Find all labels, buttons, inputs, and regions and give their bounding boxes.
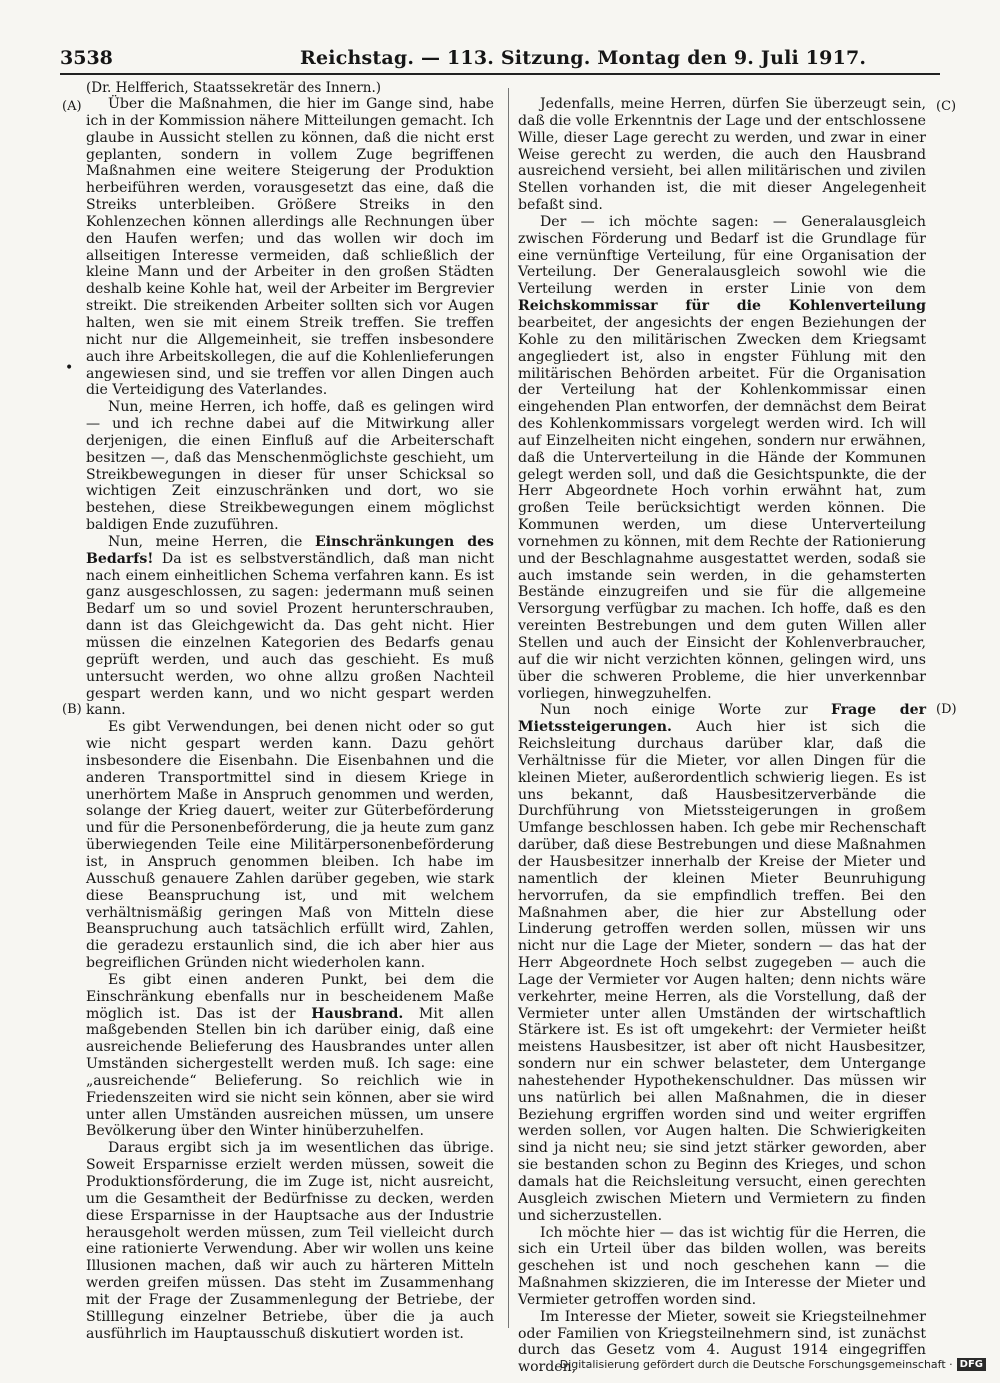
left-paragraph-1: Über die Maßnahmen, die hier im Gange sind, habe ich in der Kommission nähere Mitteilungen gemacht. Ich glaube in Aussicht stellen zu können, daß die nicht erst geplanten, sondern in vollem Zuge begriffenen Maßnahmen eine weitere Steigerung der Produktion herbeiführen werden, vorausgesetzt das eine, daß die Streiks unterbleiben. Größere Streiks in den Kohlenzechen können allerdings alle Rechnungen über den Haufen werfen; und das wollen wir doch im allseitigen Interesse vermeiden, daß schließlich der kleine Mann und der Arbeiter in den großen Städten deshalb keine Kohle hat, weil der Arbeiter im Bergrevier streikt. Die streikenden Arbeiter sollten sich vor Augen halten, wen sie mit einem Streik treffen. Sie treffen nicht nur die Allgemeinheit, sie treffen insbesondere auch ihre Arbeitskollegen, die auf die Kohlenlieferungen angewiesen sind, und sie treffen vor allen Dingen auch die Verteidigung des Vaterlandes. <box>86 96 494 399</box>
left-column <box>86 96 494 1342</box>
page-header <box>60 45 940 75</box>
running-head: Reichstag. — 113. Sitzung. Montag den 9. Juli 1917. <box>300 47 867 69</box>
heading-mietssteigerungen: Frage der Mietssteigerungen. <box>518 702 926 736</box>
left-paragraph-4: Es gibt Verwendungen, bei denen nicht oder so gut wie nicht gespart werden kann. Dazu gehört insbesondere die Eisenbahn. Die Eisenbahnen und die anderen Transportmittel sind in diesem Kriege in unerhörtem Maße in Anspruch genommen und werden, solange der Krieg dauert, weiter zur Güterbeförderung und für die Personenbeförderung, die ja heute zum ganz überwiegenden Teile eine Militärpersonenbeförderung ist, in Anspruch genommen bleiben. Ich habe im Ausschuß genauere Zahlen darüber gegeben, wie stark diese Beanspruchung ist, und mit welchem verhältnismäßig geringen Maß von Mitteln diese Beanspruchung auch tatsächlich erfüllt wird, Zahlen, die geradezu erstaunlich sind, die ich aber hier aus begreiflichen Gründen nicht wiederholen kann. <box>86 719 494 972</box>
right-paragraph-3-lead: Nun noch einige Worte zur <box>540 702 831 719</box>
left-paragraph-5-rest: Mit allen maßgebenden Stellen bin ich darüber einig, daß eine ausreichende Belieferung des Hausbrandes unter allen Umständen sichergestellt werden muß. Ich sage: eine „ausreichende“ Belieferung. So reichlich wie in Friedenszeiten wird sie nicht sein können, aber sie wird unter allen Umständen ausreichen müssen, um unsere Bevölkerung über den Winter hinüberzuhelfen. <box>86 1005 494 1140</box>
right-paragraph-2-rest: bearbeitet, der angesichts der engen Beziehungen der Kohle zu den militärischen Zwecken dem Kriegsamt angegliedert ist, also in engster Fühlung mit den militärischen Behörden arbeitet. Für die Organisation der Verteilung hat der Kohlenkommissar einen eingehenden Plan entworfen, der demnächst dem Beirat des Kohlenkommissars vorgelegt werden wird. Ich will auf Einzelheiten nicht eingehen, sondern nur erwähnen, daß die Unterverteilung in die Hände der Kommunen gelegt werden soll, und daß die Gesichtspunkte, die der Herr Abgeordnete Hoch vorhin erwähnt hat, zum großen Teile berücksichtigt werden können. Die Kommunen werden, um diese Unterverteilung vornehmen zu können, mit dem Rechte der Rationierung und der Beschlagnahme ausgestattet werden, sodaß sie auch imstande sein werden, in die gehamsterten Bestände einzugreifen und sie für die allgemeine Versorgung verfügbar zu machen. Ich hoffe, daß es den vereinten Bestrebungen und dem guten Willen aller Stellen und auch der Einsicht der Kohlenverbraucher, auf die wir nicht verzichten können, gelingen wird, uns über die schweren Probleme, die hier unverkennbar vorliegen, hinwegzuhelfen. <box>518 314 926 702</box>
right-paragraph-2-lead: Der — ich möchte sagen: — Generalausgleich zwischen Förderung und Bedarf ist die Grundlage für eine vernünftige Verteilung, für eine Organisation der Verteilung. Der Generalausgleich sowohl wie die Verteilung werden in erster Linie von dem <box>518 213 926 298</box>
left-paragraph-2: Nun, meine Herren, ich hoffe, daß es gelingen wird — und ich rechne dabei auf die Mitwirkung aller derjenigen, die einen Einfluß auf die Arbeiterschaft besitzen —, daß das Menschenmöglichste geschieht, um Streikbewegungen in dieser für unser Schicksal so wichtigen Zeit einzuschränken und dort, wo sie bestehen, diese Streikbewegungen einem möglichst baldigen Ende zuzuführen. <box>86 399 494 534</box>
margin-mark-c: (C) <box>936 99 957 114</box>
left-paragraph-6: Daraus ergibt sich ja im wesentlichen das übrige. Soweit Ersparnisse erzielt werden müssen, soweit die Produktionsförderung, die im Zuge ist, nicht ausreicht, um die Gesamtheit der Bedürfnisse zu decken, werden diese Ersparnisse in der Hauptsache aus der Industrie herausgeholt werden müssen, zum Teil vielleicht durch eine rationierte Verwendung. Aber wir wollen uns keine Illusionen machen, daß wir auch zu härteren Mitteln werden greifen müssen. Das steht im Zusammenhang mit der Frage der Zusammenlegung der Betriebe, der Stilllegung einzelner Betriebe, über die ja auch ausführlich im Hauptausschuß diskutiert worden ist. <box>86 1140 494 1342</box>
right-paragraph-3 <box>518 702 926 1224</box>
heading-einschraenkungen: Einschränkungen des Bedarfs! <box>86 533 494 567</box>
left-paragraph-3-lead: Nun, meine Herren, die <box>108 533 315 550</box>
left-paragraph-3-rest: Da ist es selbstverständlich, daß man nicht nach einem einheitlichen Schema verfahren kann. Es ist ganz ausgeschlossen, zu sagen: jedermann muß seinen Bedarf um so und soviel Prozent herunterschrauben, dann ist das Gleichgewicht da. Das geht nicht. Hier müssen die einzelnen Kategorien des Bedarfs genau geprüft werden, und auch das geschieht. Es muß untersucht werden, wo ohne allzu großen Nachteil gespart werden kann, und wo nicht gespart werden kann. <box>86 550 494 719</box>
heading-reichskommissar: Reichskommissar für die Kohlenverteilung <box>518 298 926 315</box>
margin-mark-b: (B) <box>62 702 82 717</box>
right-paragraph-2 <box>518 214 926 702</box>
left-paragraph-5 <box>86 972 494 1140</box>
page-number: 3538 <box>60 47 113 69</box>
margin-mark-a: (A) <box>62 99 82 114</box>
right-paragraph-5: Im Interesse der Mieter, soweit sie Kriegsteilnehmer oder Familien von Kriegsteilnehmern sind, ist zunächst durch das Gesetz vom 4. August 1914 eingegriffen worden, <box>518 1308 926 1376</box>
footer-credit <box>0 1358 986 1372</box>
right-paragraph-1: Jedenfalls, meine Herren, dürfen Sie überzeugt sein, daß die volle Erkenntnis der Lage und der entschlossene Wille, dieser Lage gerecht zu werden, und zwar in einer Weise gerecht zu werden, die auch den Hausbrand ausreichend versieht, bei allen militärischen und zivilen Stellen vorhanden ist, die mit dieser Angelegenheit befaßt sind. <box>518 96 926 214</box>
margin-dot: • <box>65 360 74 376</box>
right-paragraph-4: Ich möchte hier — das ist wichtig für die Herren, die sich ein Urteil über das bilden wollen, was bereits geschehen ist und noch geschehen kann — die Maßnahmen skizzieren, die im Interesse der Mieter und Vermieter getroffen worden sind. <box>518 1224 926 1308</box>
column-divider <box>508 88 509 1328</box>
footer-text: Digitalisierung gefördert durch die Deutsche Forschungsgemeinschaft · <box>559 1357 953 1371</box>
right-paragraph-3-rest: Auch hier ist sich die Reichsleitung durchaus darüber klar, daß die Verhältnisse für die Mieter, vor allen Dingen für die kleinen Mieter, außerordentlich schwierig liegen. Es ist uns bekannt, daß Hausbesitzerverbände die Durchführung von Mietssteigerungen in großem Umfange beschlossen haben. Ich gebe mir Rechenschaft darüber, daß diese Bestrebungen und diese Maßnahmen der Hausbesitzer innerhalb der Kreise der Mieter und namentlich der kleinen Mieter Beunruhigung hervorrufen, da sie empfindlich treffen. Bei den Maßnahmen aber, die hier zur Abstellung oder Linderung getroffen werden sollen, müssen wir uns nicht nur die Lage der Mieter, sondern — das hat der Herr Abgeordnete Hoch selbst zugegeben — auch die Lage der Vermieter vor Augen halten; denn nichts wäre verkehrter, meine Herren, als die Vorstellung, daß der Vermieter unter allen Umständen der wirtschaftlich Stärkere ist. Es ist oft umgekehrt: der Vermieter heißt meistens Hausbesitzer, ist aber oft nicht Hausbesitzer, sondern nur ein schwer belasteter, dem Untergange nahestehender Hypothekenschuldner. Das müssen wir uns natürlich bei allen Maßnahmen, die in dieser Beziehung ergriffen worden sind und weiter ergriffen werden sollen, vor Augen halten. Die Schwierigkeiten sind ja nicht neu; sie sind jetzt stärker geworden, aber sie bestanden schon zu Beginn des Krieges, und schon damals hat die Reichsleitung versucht, einen gerechten Ausgleich zwischen Mietern und Vermietern zu finden und sicherzustellen. <box>518 719 926 1224</box>
margin-mark-d: (D) <box>936 702 957 717</box>
dfg-logo: DFG <box>957 1358 986 1371</box>
speaker-attribution: (Dr. Helfferich, Staatssekretär des Innern.) <box>86 80 382 96</box>
left-paragraph-3 <box>86 534 494 719</box>
heading-hausbrand: Hausbrand. <box>311 1005 404 1022</box>
left-paragraph-5-lead: Es gibt einen anderen Punkt, bei dem die Einschränkung ebenfalls nur in bescheidenem Maße möglich ist. Das ist der <box>86 971 494 1022</box>
